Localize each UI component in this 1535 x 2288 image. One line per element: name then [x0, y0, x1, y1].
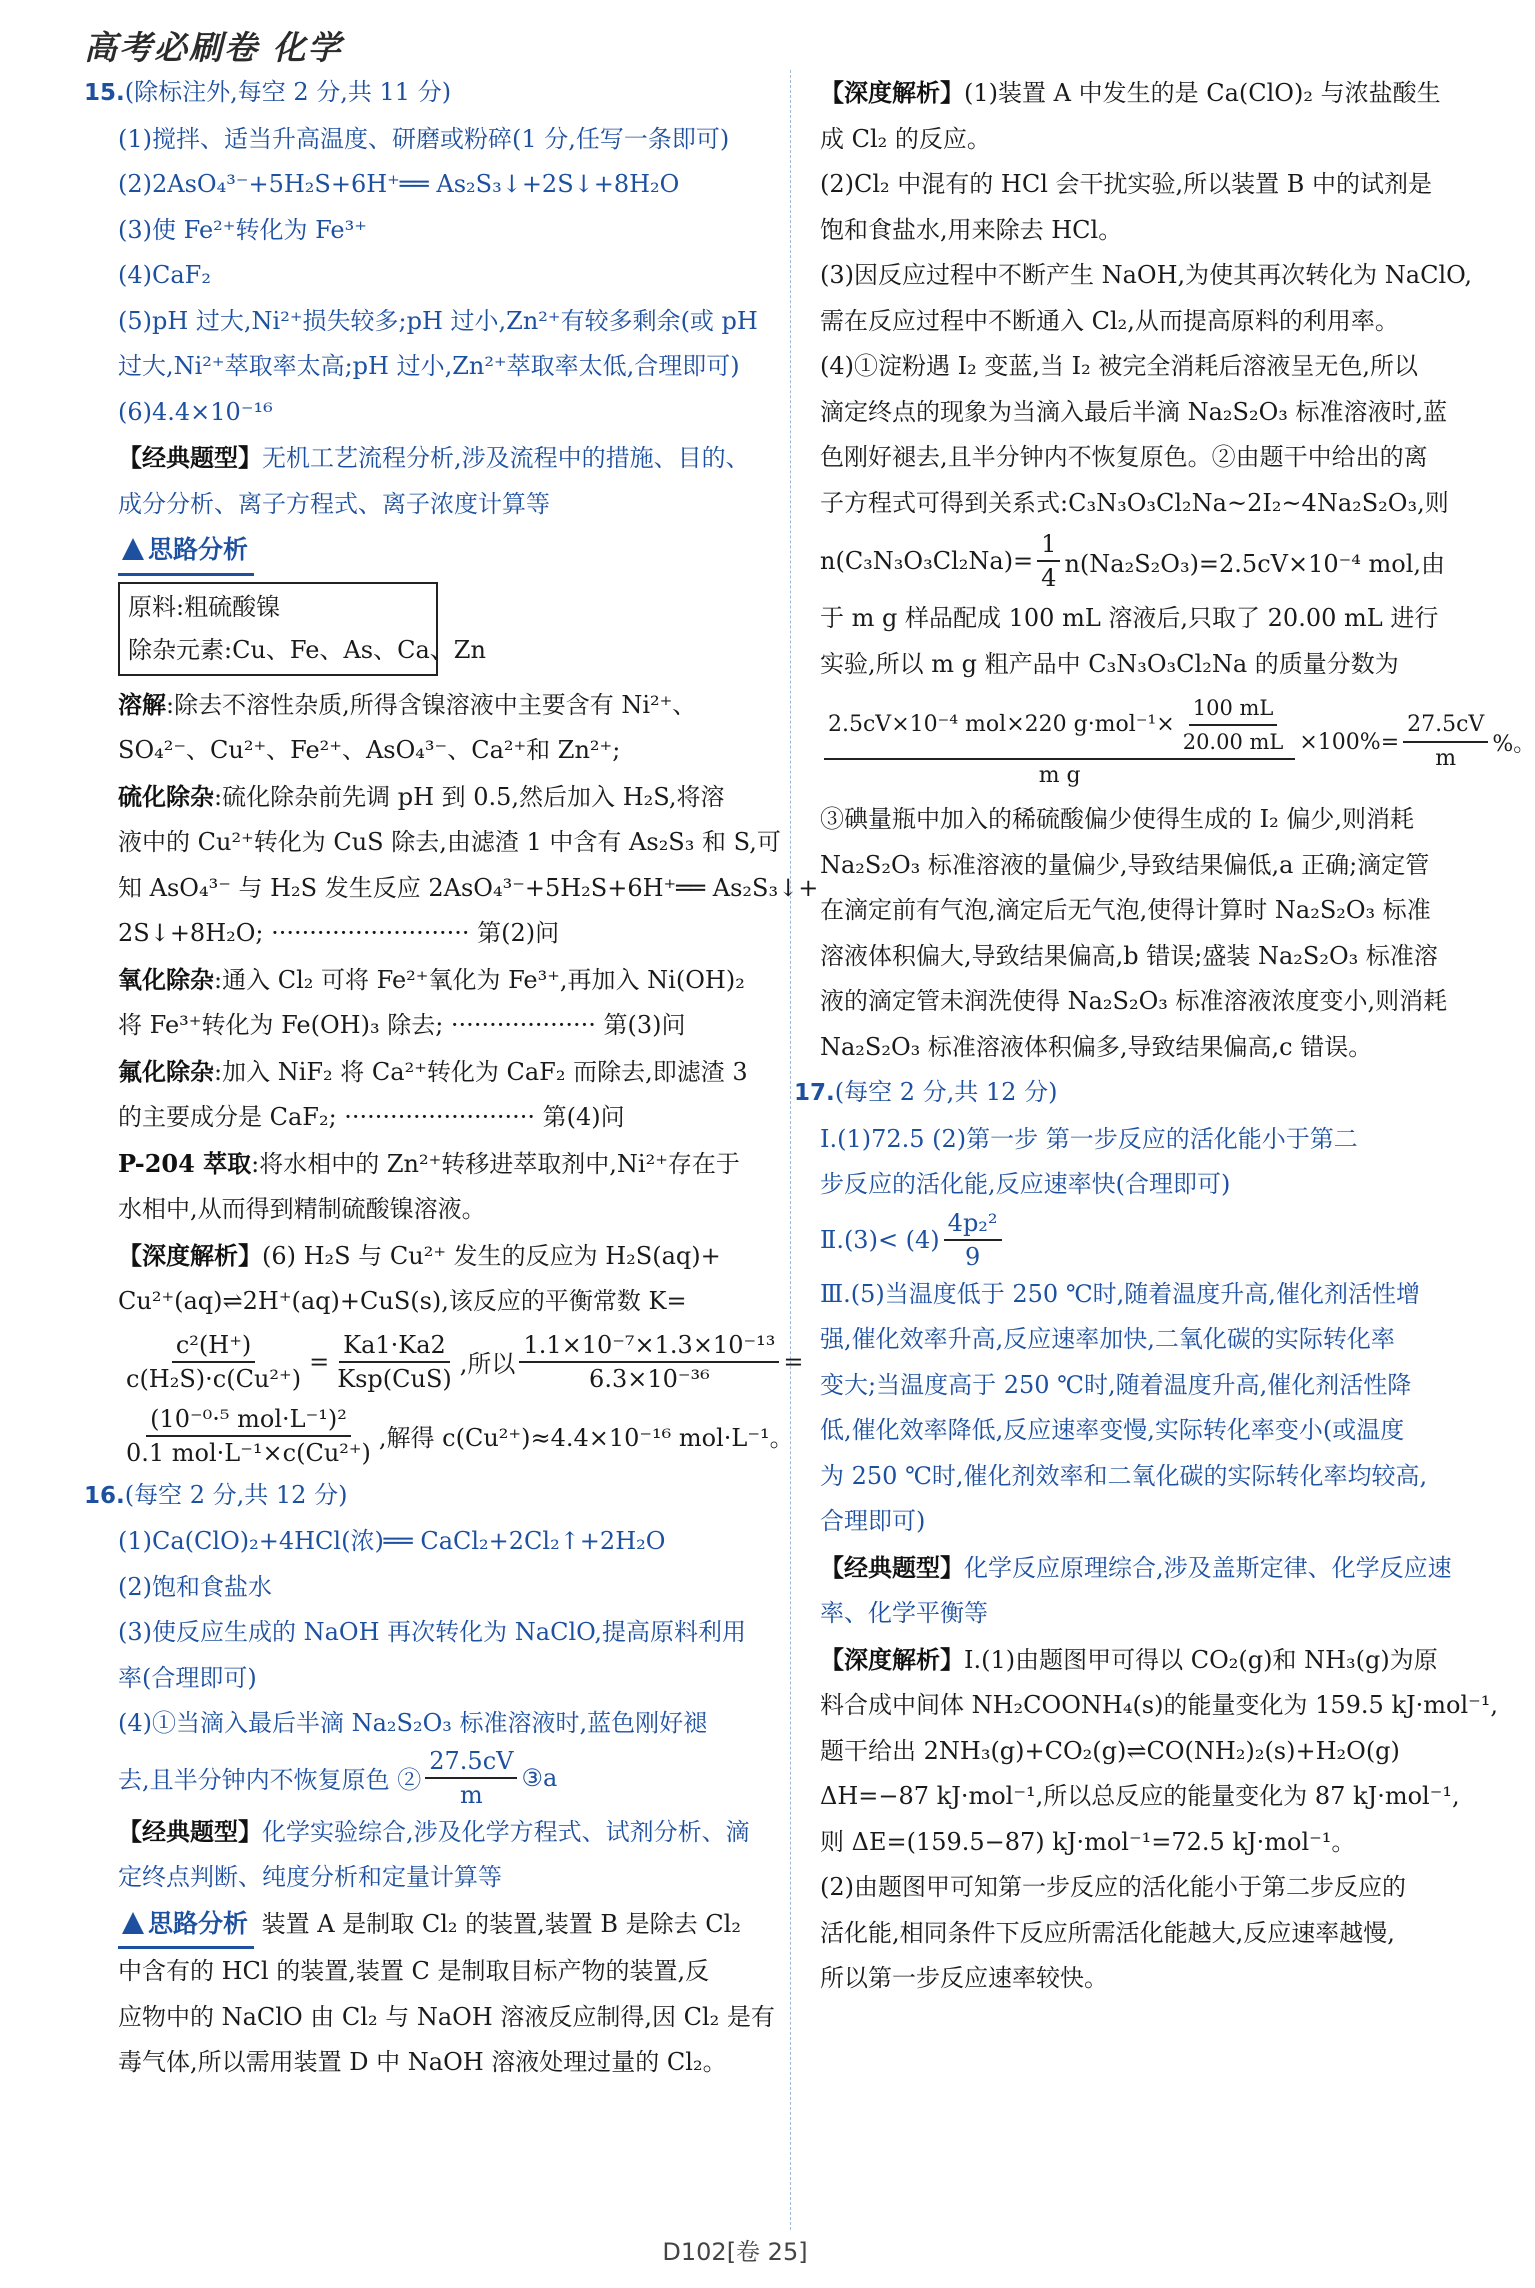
q17-deep-line: (2)由题图甲可知第一步反应的活化能小于第二步反应的 — [820, 1873, 1406, 1901]
q17-answer-3: 强,催化效率升高,反应速率加快,二氧化碳的实际转化率 — [820, 1325, 1395, 1353]
q16-answer-3a: (3)使反应生成的 NaOH 再次转化为 NaClO,提高原料利用 — [118, 1618, 747, 1646]
q15-deep-tag: 【深度解析】 — [118, 1240, 262, 1270]
q15-step-label: P-204 萃取 — [118, 1148, 252, 1178]
q17-answer-3: 变大;当温度高于 250 ℃时,随着温度升高,催化剂活性降 — [820, 1370, 1412, 1399]
q15-step-label: 溶解 — [118, 689, 166, 719]
q15-step-text: 水相中,从而得到精制硫酸镍溶液。 — [118, 1195, 486, 1223]
q15-classic-tag: 【经典题型】 — [118, 443, 262, 472]
q15-frac-den: 0.1 mol·L⁻¹×c(Cu²⁺) — [126, 1438, 371, 1467]
q16-deep-line: 在滴定前有气泡,滴定后无气泡,使得计算时 Na₂S₂O₃ 标准 — [820, 896, 1431, 924]
q15-answer-3: (3)使 Fe²⁺转化为 Fe³⁺ — [118, 215, 367, 244]
q16-deep-line: 溶液体积偏大,导致结果偏高,b 错误;盛装 Na₂S₂O₃ 标准溶 — [820, 941, 1438, 970]
q17-answer-1a: Ⅰ.(1)72.5 (2)第一步 第一步反应的活化能小于第二 — [820, 1124, 1358, 1153]
q16-percent-sign: %。 — [1492, 731, 1535, 757]
q17-heading: (每空 2 分,共 12 分) — [834, 1078, 1058, 1106]
q15-frac-den: c(H₂S)·c(Cu²⁺) — [126, 1364, 302, 1393]
page-header-title: 高考必刷卷 化学 — [84, 28, 343, 67]
q15-answer-2: (2)2AsO₄³⁻+5H₂S+6H⁺══ As₂S₃↓+2S↓+8H₂O — [118, 170, 680, 198]
sail-icon — [122, 538, 144, 560]
q16-analysis-4: 毒气体,所以需用装置 D 中 NaOH 溶液处理过量的 Cl₂。 — [118, 2048, 727, 2076]
q16-deep-line: 实验,所以 m g 粗产品中 C₃N₃O₃Cl₂Na 的质量分数为 — [820, 649, 1399, 678]
q17-answer-3: 低,催化效率降低,反应速率变慢,实际转化率变小(或温度 — [820, 1416, 1405, 1444]
q16-big-frac-den: m g — [1038, 763, 1081, 788]
q17-answer-3: 为 250 ℃时,催化剂效率和二氧化碳的实际转化率均较高, — [820, 1461, 1428, 1490]
q15-frac-num: Ka1·Ka2 — [339, 1329, 450, 1363]
q15-answer-4: (4)CaF₂ — [118, 261, 211, 289]
right-column — [794, 70, 1535, 2002]
q15-box-line-1: 原料:粗硫酸镍 — [128, 592, 281, 621]
q17-answer-2-text: Ⅱ.(3)< (4) — [820, 1225, 940, 1254]
q16-analysis-title: 思路分析 — [148, 1908, 249, 1938]
q15-step-text: 将 Fe³⁺转化为 Fe(OH)₃ 除去; ··················· 第(3)问 — [118, 1011, 686, 1039]
q16-frac-num: 1 — [1037, 528, 1060, 562]
q15-classic-1: 无机工艺流程分析,涉及流程中的措施、目的、 — [262, 444, 750, 472]
q16-deep-tag: 【深度解析】 — [820, 78, 964, 107]
q15-heading: (除标注外,每空 2 分,共 11 分) — [124, 78, 452, 106]
q16-answer-4b — [84, 1747, 756, 1809]
q15-so-text: ,所以 — [459, 1350, 516, 1378]
q15-step-text: 液中的 Cu²⁺转化为 CuS 除去,由滤渣 1 中含有 As₂S₃ 和 S,可 — [118, 828, 781, 856]
q17-answer-2 — [820, 1208, 1460, 1272]
q16-analysis-1: 装置 A 是制取 Cl₂ 的装置,装置 B 是除去 Cl₂ — [254, 1909, 741, 1938]
q15-analysis-title: 思路分析 — [148, 535, 249, 564]
q15-answer-5a: (5)pH 过大,Ni²⁺损失较多;pH 过小,Zn²⁺有较多剩余(或 pH — [118, 306, 758, 335]
q16-analysis-3: 应物中的 NaClO 由 Cl₂ 与 NaOH 溶液反应制得,因 Cl₂ 是有 — [118, 2002, 775, 2031]
q15-step-text: :硫化除杂前先调 pH 到 0.5,然后加入 H₂S,将溶 — [214, 782, 725, 811]
q16-deep-line: 需在反应过程中不断通入 Cl₂,从而提高原料的利用率。 — [820, 306, 1399, 335]
q17-deep-line: 则 ΔE=(159.5−87) kJ·mol⁻¹=72.5 kJ·mol⁻¹。 — [820, 1827, 1356, 1856]
q17-frac-den: 9 — [964, 1242, 981, 1271]
q15-step-text: 2S↓+8H₂O; ·························· 第(2)问 — [118, 919, 560, 947]
q16-result-num: 27.5cV — [1403, 709, 1488, 743]
q15-deep-1: (6) H₂S 与 Cu²⁺ 发生的反应为 H₂S(aq)+ — [262, 1241, 721, 1270]
q16-classic-1: 化学实验综合,涉及化学方程式、试剂分析、滴 — [262, 1817, 750, 1846]
q16-heading: (每空 2 分,共 12 分) — [124, 1480, 348, 1509]
q15-answer-6: (6)4.4×10⁻¹⁶ — [118, 397, 273, 426]
q17-answer-3: 合理即可) — [820, 1507, 926, 1535]
q17-deep-tag: 【深度解析】 — [820, 1644, 964, 1674]
q17-classic-tag: 【经典题型】 — [820, 1552, 964, 1582]
q16-percent-mult: ×100%= — [1299, 729, 1400, 755]
q16-mole-post: n(Na₂S₂O₃)=2.5cV×10⁻⁴ mol,由 — [1064, 549, 1446, 578]
q16-analysis-2: 中含有的 HCl 的装置,装置 C 是制取目标产物的装置,反 — [118, 1957, 710, 1985]
column-divider — [790, 70, 791, 2230]
q16-deep-line: 饱和食盐水,用来除去 HCl。 — [820, 215, 1123, 244]
q17-deep-line: 料合成中间体 NH₂COONH₄(s)的能量变化为 159.5 kJ·mol⁻¹, — [820, 1691, 1499, 1719]
q17-answer-1b: 步反应的活化能,反应速率快(合理即可) — [820, 1170, 1231, 1198]
q16-answer-1: (1)Ca(ClO)₂+4HCl(浓)══ CaCl₂+2Cl₂↑+2H₂O — [118, 1527, 666, 1555]
q15-step-text: :加入 NiF₂ 将 Ca²⁺转化为 CaF₂ 而除去,即滤渣 3 — [214, 1057, 748, 1086]
q16-deep-line: 于 m g 样品配成 100 mL 溶液后,只取了 20.00 mL 进行 — [820, 604, 1439, 632]
q16-deep-line: 成 Cl₂ 的反应。 — [820, 124, 991, 153]
q15-equilibrium-formula: $\frac{\text{c²(H⁺)}}{\text{c(H₂S)·c(Cu²⁺)}}$ = Ka1·Ka2 Ksp(CuS) ,所以 $\frac{\text{1.1×10⁻⁷×1.3×10⁻¹³}}{\text{6.3×10⁻³⁶}}$ = — [84, 1325, 756, 1399]
q15-step-label: 氧化除杂 — [118, 964, 214, 994]
q15-deep-2: Cu²⁺(aq)⇌2H⁺(aq)+CuS(s),该反应的平衡常数 K= — [118, 1287, 687, 1315]
q15-material-box — [118, 582, 486, 676]
q16-deep-line: (3)因反应过程中不断产生 NaOH,为使其再次转化为 NaClO, — [820, 261, 1473, 289]
q15-box-line-2: 除杂元素:Cu、Fe、As、Ca、Zn — [128, 635, 486, 664]
q16-mass-fraction-formula — [820, 687, 1535, 797]
q15-answer-1: (1)搅拌、适当升高温度、研磨或粉碎(1 分,任写一条即可) — [118, 124, 730, 153]
q17-deep-line: 所以第一步反应速率较快。 — [820, 1964, 1108, 1992]
q16-inner-frac-den: 20.00 mL — [1182, 730, 1284, 754]
q16-deep-line: Na₂S₂O₃ 标准溶液体积偏多,导致结果偏高,c 错误。 — [820, 1032, 1373, 1061]
q16-deep-line: Na₂S₂O₃ 标准溶液的量偏少,导致结果偏低,a 正确;滴定管 — [820, 850, 1430, 879]
page-number: D102[卷 25] — [662, 2238, 808, 2266]
q15-classic-2: 成分分析、离子方程式、离子浓度计算等 — [118, 489, 550, 518]
q16-answer-2: (2)饱和食盐水 — [118, 1572, 272, 1601]
q16-frac-den: m — [459, 1780, 483, 1809]
q16-mole-pre: n(C₃N₃O₃Cl₂Na)= — [820, 547, 1034, 575]
q16-big-frac-num: 2.5cV×10⁻⁴ mol×220 g·mol⁻¹× — [828, 712, 1175, 737]
q16-frac-den: 4 — [1041, 564, 1057, 592]
q16-answer-3b: 率(合理即可) — [118, 1663, 257, 1692]
q16-deep-line: 液的滴定管未润洗使得 Na₂S₂O₃ 标准溶液浓度变小,则消耗 — [820, 987, 1448, 1015]
q16-classic-2: 定终点判断、纯度分析和定量计算等 — [118, 1863, 502, 1891]
q15-step-text: 知 AsO₄³⁻ 与 H₂S 发生反应 2AsO₄³⁻+5H₂S+6H⁺══ As₂S₃↓+ — [118, 873, 819, 902]
q15-answer-5b: 过大,Ni²⁺萃取率太高;pH 过小,Zn²⁺萃取率太低,合理即可) — [118, 352, 740, 380]
q16-deep-line: (4)①淀粉遇 I₂ 变蓝,当 I₂ 被完全消耗后溶液呈无色,所以 — [820, 352, 1418, 380]
q17-deep-line: 活化能,相同条件下反应所需活化能越大,反应速率越慢, — [820, 1918, 1395, 1947]
q17-answer-3: Ⅲ.(5)当温度低于 250 ℃时,随着温度升高,催化剂活性增 — [820, 1279, 1420, 1308]
q16-result-den: m — [1435, 746, 1457, 771]
q17-classic-1: 化学反应原理综合,涉及盖斯定律、化学反应速 — [964, 1553, 1452, 1582]
q15-equals: = — [783, 1347, 804, 1376]
q16-answer-4b-text: 去,且半分钟内不恢复原色 ② — [118, 1766, 422, 1794]
q16-classic-tag: 【经典题型】 — [118, 1816, 262, 1846]
q16-deep-line: 色刚好褪去,且半分钟内不恢复原色。②由题干中给出的离 — [820, 443, 1428, 471]
q15-frac-num: 1.1×10⁻⁷×1.3×10⁻¹³ — [519, 1329, 779, 1363]
q15-frac-den: 6.3×10⁻³⁶ — [589, 1364, 710, 1393]
q15-frac-num: (10⁻⁰·⁵ mol·L⁻¹)² — [146, 1403, 351, 1437]
q17-classic-2: 率、化学平衡等 — [820, 1599, 988, 1627]
q17-deep-line: 题干给出 2NH₃(g)+CO₂(g)⇌CO(NH₂)₂(s)+H₂O(g) — [820, 1736, 1400, 1765]
q15-cu-formula — [84, 1399, 794, 1473]
q15-result-text: ,解得 c(Cu²⁺)≈4.4×10⁻¹⁶ mol·L⁻¹。 — [378, 1424, 794, 1452]
q16-mole-relation — [820, 526, 1460, 596]
q16-deep-line: (1)装置 A 中发生的是 Ca(ClO)₂ 与浓盐酸生 — [964, 79, 1441, 107]
q17-deep-line: Ⅰ.(1)由题图甲可得以 CO₂(g)和 NH₃(g)为原 — [964, 1645, 1438, 1674]
q16-deep-line: (2)Cl₂ 中混有的 HCl 会干扰实验,所以装置 B 中的试剂是 — [820, 170, 1433, 198]
q16-answer-4a: (4)①当滴入最后半滴 Na₂S₂O₃ 标准溶液时,蓝色刚好褪 — [118, 1709, 708, 1737]
q15-step-label: 氟化除杂 — [118, 1056, 214, 1086]
q15-step-text: SO₄²⁻、Cu²⁺、Fe²⁺、AsO₄³⁻、Ca²⁺和 Zn²⁺; — [118, 736, 621, 764]
q15-frac-num: c²(H⁺) — [172, 1329, 255, 1363]
q15-step-text: :除去不溶性杂质,所得含镍溶液中主要含有 Ni²⁺、 — [166, 690, 697, 719]
q16-deep-line: 滴定终点的现象为当滴入最后半滴 Na₂S₂O₃ 标准溶液时,蓝 — [820, 397, 1448, 426]
q16-inner-frac-num: 100 mL — [1189, 692, 1278, 726]
q15-step-text: :通入 Cl₂ 可将 Fe²⁺氧化为 Fe³⁺,再加入 Ni(OH)₂ — [214, 965, 745, 994]
q16-answer-4b-tail: ③a — [521, 1763, 558, 1792]
q17-number: 17. — [794, 1080, 835, 1106]
q16-frac-num: 27.5cV — [425, 1745, 517, 1779]
q16-deep-line: 子方程式可得到关系式:C₃N₃O₃Cl₂Na~2I₂~4Na₂S₂O₃,则 — [820, 488, 1449, 517]
q15-step-text: :将水相中的 Zn²⁺转移进萃取剂中,Ni²⁺存在于 — [251, 1149, 740, 1178]
q17-deep-line: ΔH=−87 kJ·mol⁻¹,所以总反应的能量变化为 87 kJ·mol⁻¹, — [820, 1782, 1460, 1810]
q17-frac-num: 4p₂² — [944, 1207, 1002, 1241]
q15-step-text: 的主要成分是 CaF₂; ························· 第(4)问 — [118, 1103, 625, 1131]
q16-deep-line: ③碘量瓶中加入的稀硫酸偏少使得生成的 I₂ 偏少,则消耗 — [820, 805, 1414, 833]
q16-number: 16. — [84, 1482, 125, 1509]
sail-icon — [122, 1912, 144, 1934]
q15-frac-den: Ksp(CuS) — [337, 1364, 452, 1393]
q15-number: 15. — [84, 80, 125, 106]
q15-step-label: 硫化除杂 — [118, 781, 214, 811]
